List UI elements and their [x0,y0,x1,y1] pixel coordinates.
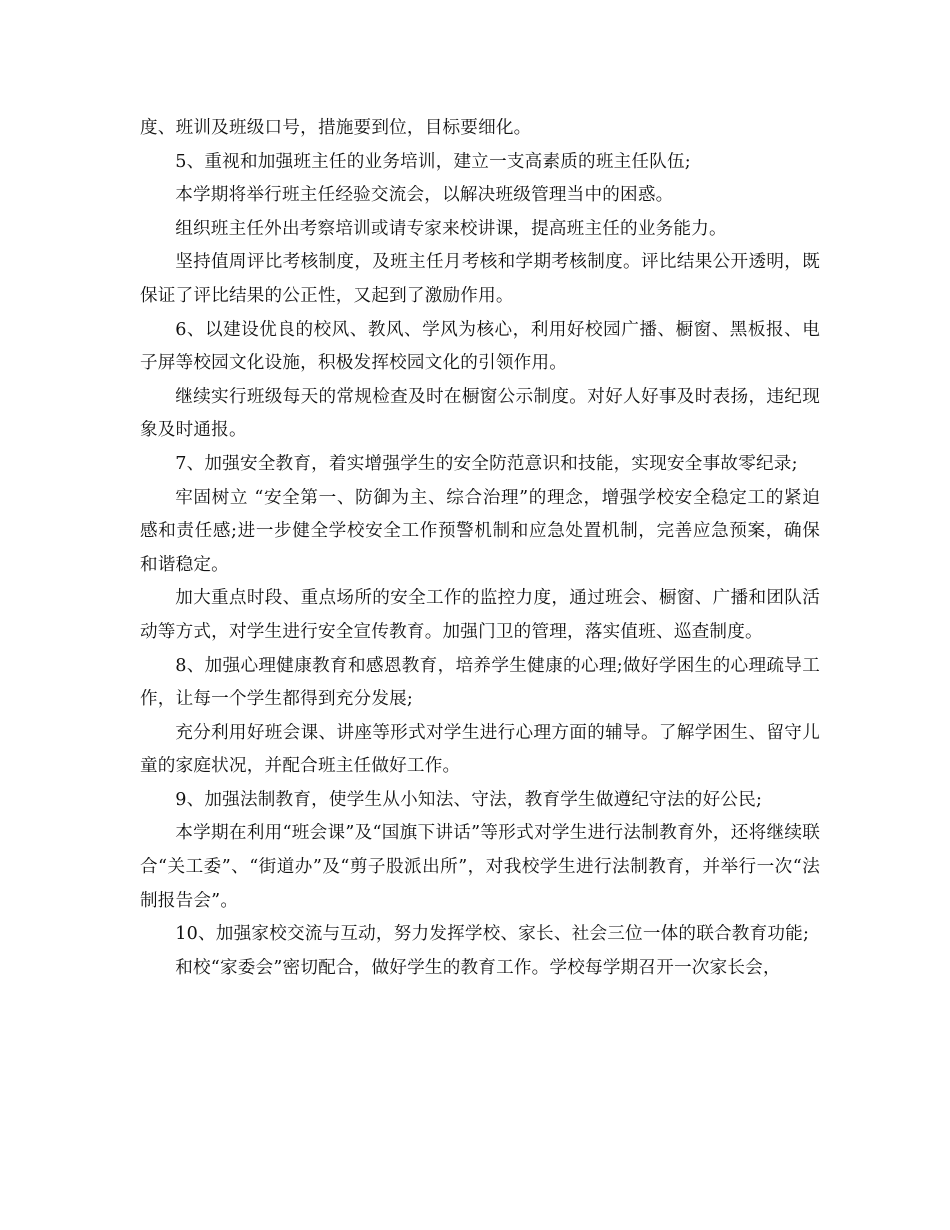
paragraph: 5、重视和加强班主任的业务培训，建立一支高素质的班主任队伍; [175,151,691,172]
document-body [140,112,820,985]
paragraph: 组织班主任外出考察培训或请专家来校讲课，提高班主任的业务能力。 [175,218,727,239]
paragraph: 8、加强心理健康教育和感恩教育，培养学生健康的心理;做好学困生的心理疏导工作，让每一个学生都得到充分发展; [140,655,820,710]
paragraph: 10、加强家校交流与互动，努力发挥学校、家长、社会三位一体的联合教育功能; [175,924,810,945]
paragraph: 7、加强安全教育，着实增强学生的安全防范意识和技能，实现安全事故零纪录; [175,453,798,474]
paragraph: 充分利用好班会课、讲座等形式对学生进行心理方面的辅导。了解学困生、留守儿童的家庭状况，并配合班主任做好工作。 [140,722,820,777]
paragraph: 度、班训及班级口号，措施要到位，目标要细化。 [140,118,532,138]
paragraph: 6、以建设优良的校风、教风、学风为核心，利用好校园广播、橱窗、黑板报、电子屏等校园文化设施，积极发挥校园文化的引领作用。 [140,319,820,374]
paragraph: 牢固树立 “安全第一、防御为主、综合治理”的理念，增强学校安全稳定工的紧迫感和责任感;进一步健全学校安全工作预警机制和应急处置机制，完善应急预案，确保和谐稳定。 [140,487,820,575]
paragraph: 和校“家委会”密切配合，做好学生的教育工作。学校每学期召开一次家长会， [175,957,781,978]
paragraph: 本学期在利用“班会课”及“国旗下讲话”等形式对学生进行法制教育外，还将继续联合“关工委”、“街道办”及“剪子股派出所”，对我校学生进行法制教育，并举行一次“法制报告会”。 [140,823,820,911]
paragraph: 坚持值周评比考核制度，及班主任月考核和学期考核制度。评比结果公开透明，既保证了评比结果的公正性，又起到了激励作用。 [140,252,820,306]
paragraph: 加大重点时段、重点场所的安全工作的监控力度，通过班会、橱窗、广播和团队活动等方式，对学生进行安全宣传教育。加强门卫的管理，落实值班、巡查制度。 [140,588,820,642]
paragraph: 9、加强法制教育，使学生从小知法、守法，教育学生做遵纪守法的好公民; [175,789,763,810]
paragraph: 本学期将举行班主任经验交流会，以解决班级管理当中的困惑。 [175,185,674,206]
paragraph: 继续实行班级每天的常规检查及时在橱窗公示制度。对好人好事及时表扬，违纪现象及时通报。 [140,386,820,441]
